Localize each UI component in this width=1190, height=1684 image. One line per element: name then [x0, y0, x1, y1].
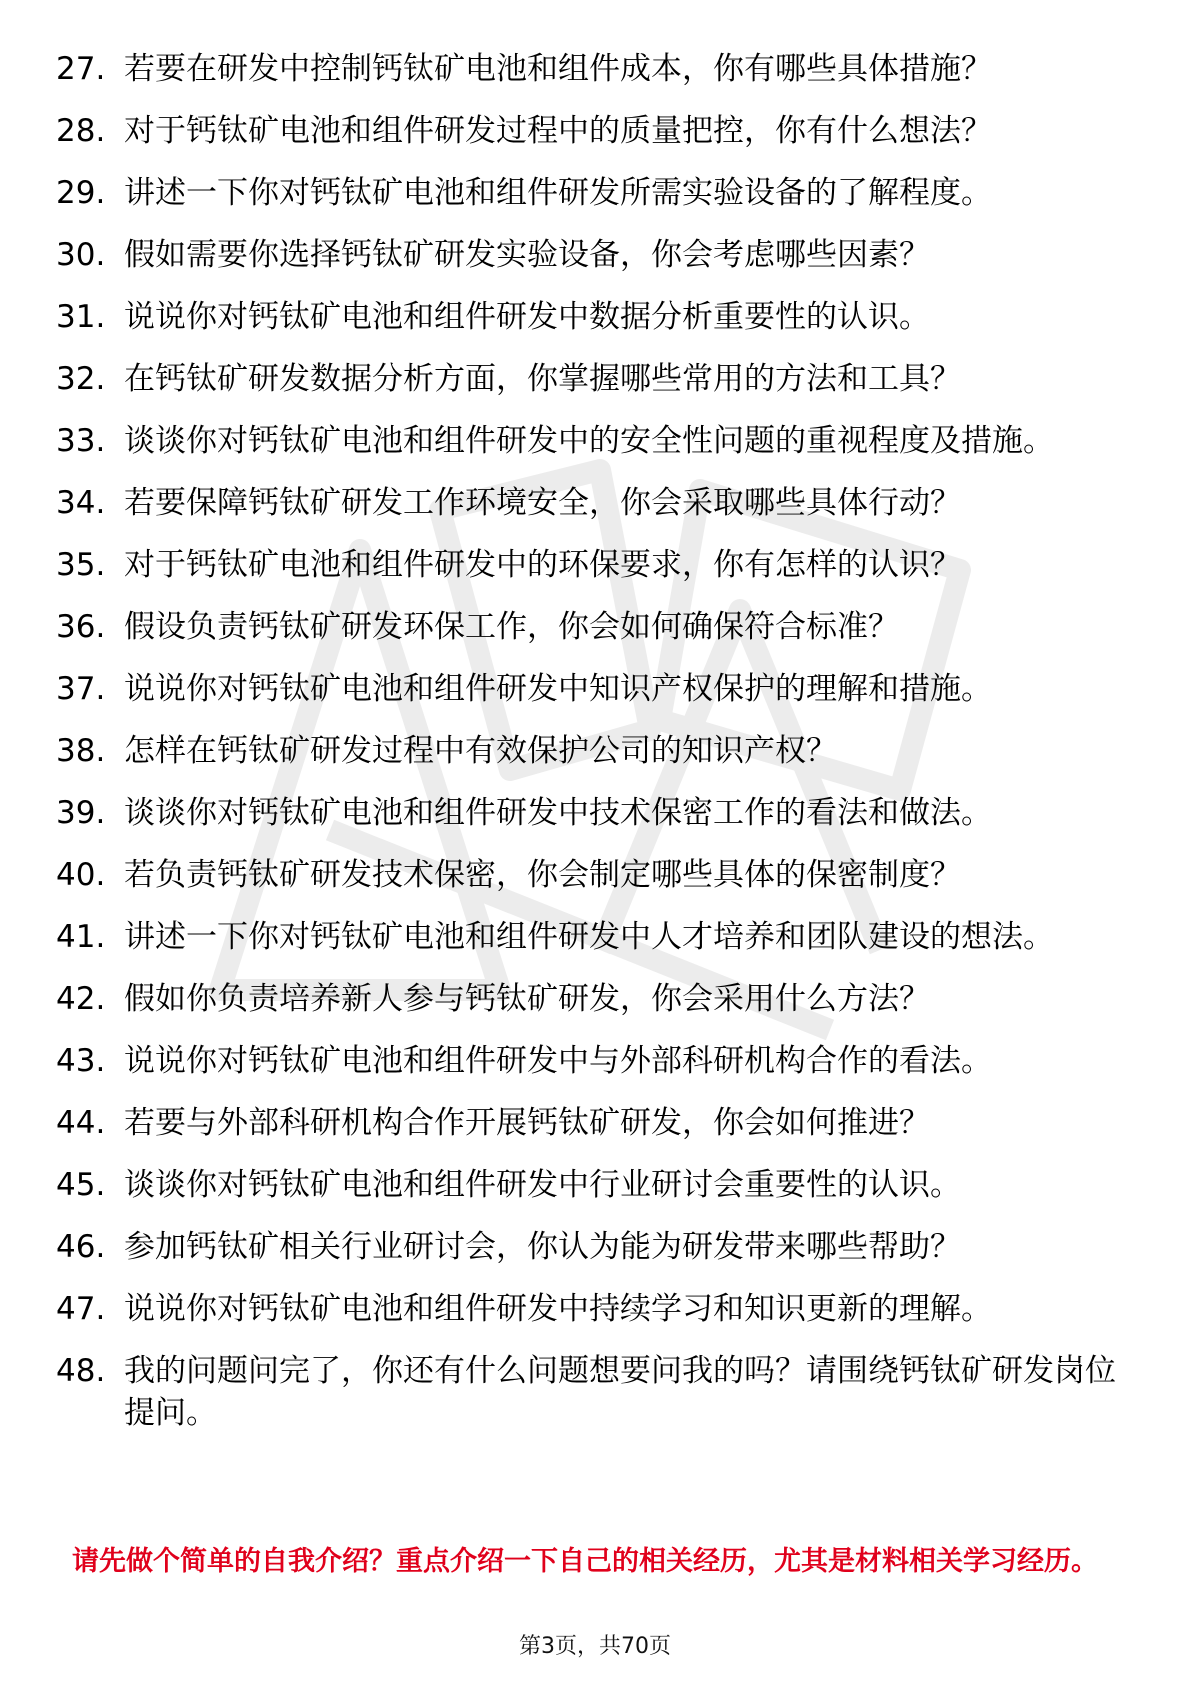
question-text: 我的问题问完了，你还有什么问题想要问我的吗？请围绕钙钛矿研发岗位提问。 — [124, 1353, 1116, 1431]
question-item — [56, 420, 1126, 462]
question-number: 30. — [56, 237, 106, 273]
question-number: 34. — [56, 485, 106, 521]
question-item — [56, 358, 1126, 400]
question-text: 参加钙钛矿相关行业研讨会，你认为能为研发带来哪些帮助？ — [124, 1229, 961, 1265]
question-number: 39. — [56, 795, 106, 831]
question-number: 48. — [56, 1353, 106, 1389]
question-item — [56, 916, 1126, 958]
question-text: 说说你对钙钛矿电池和组件研发中持续学习和知识更新的理解。 — [124, 1291, 992, 1327]
question-number: 29. — [56, 175, 106, 211]
question-text: 谈谈你对钙钛矿电池和组件研发中技术保密工作的看法和做法。 — [124, 795, 992, 831]
question-item — [56, 668, 1126, 710]
question-number: 31. — [56, 299, 106, 335]
question-text: 对于钙钛矿电池和组件研发过程中的质量把控，你有什么想法？ — [124, 113, 992, 149]
question-text: 对于钙钛矿电池和组件研发中的环保要求，你有怎样的认识？ — [124, 547, 961, 583]
question-item — [56, 1102, 1126, 1144]
question-number: 41. — [56, 919, 106, 955]
question-list — [56, 48, 1126, 1454]
question-number: 42. — [56, 981, 106, 1017]
question-text: 怎样在钙钛矿研发过程中有效保护公司的知识产权？ — [124, 733, 837, 769]
question-text: 谈谈你对钙钛矿电池和组件研发中的安全性问题的重视程度及措施。 — [124, 423, 1054, 459]
question-text: 假设负责钙钛矿研发环保工作，你会如何确保符合标准？ — [124, 609, 899, 645]
question-text: 谈谈你对钙钛矿电池和组件研发中行业研讨会重要性的认识。 — [124, 1167, 961, 1203]
question-item — [56, 48, 1126, 90]
question-item — [56, 1226, 1126, 1268]
question-item — [56, 978, 1126, 1020]
question-item — [56, 482, 1126, 524]
question-number: 43. — [56, 1043, 106, 1079]
question-text: 说说你对钙钛矿电池和组件研发中知识产权保护的理解和措施。 — [124, 671, 992, 707]
question-item — [56, 234, 1126, 276]
question-text: 若要在研发中控制钙钛矿电池和组件成本，你有哪些具体措施？ — [124, 51, 992, 87]
question-number: 27. — [56, 51, 106, 87]
question-number: 45. — [56, 1167, 106, 1203]
question-number: 40. — [56, 857, 106, 893]
question-text: 说说你对钙钛矿电池和组件研发中与外部科研机构合作的看法。 — [124, 1043, 992, 1079]
question-item — [56, 606, 1126, 648]
question-item — [56, 1288, 1126, 1330]
question-number: 46. — [56, 1229, 106, 1265]
question-number: 38. — [56, 733, 106, 769]
question-item — [56, 110, 1126, 152]
question-item — [56, 172, 1126, 214]
question-number: 36. — [56, 609, 106, 645]
question-text: 假如需要你选择钙钛矿研发实验设备，你会考虑哪些因素？ — [124, 237, 930, 273]
question-number: 44. — [56, 1105, 106, 1141]
question-number: 33. — [56, 423, 106, 459]
question-text: 假如你负责培养新人参与钙钛矿研发，你会采用什么方法？ — [124, 981, 930, 1017]
question-item — [56, 1164, 1126, 1206]
question-item — [56, 730, 1126, 772]
question-item — [56, 1040, 1126, 1082]
question-text: 若负责钙钛矿研发技术保密，你会制定哪些具体的保密制度？ — [124, 857, 961, 893]
question-number: 37. — [56, 671, 106, 707]
question-number: 35. — [56, 547, 106, 583]
self-introduction-note: 请先做个简单的自我介绍？重点介绍一下自己的相关经历，尤其是材料相关学习经历。 — [72, 1546, 1098, 1577]
question-item — [56, 544, 1126, 586]
question-item — [56, 296, 1126, 338]
question-item — [56, 1350, 1126, 1434]
question-text: 若要保障钙钛矿研发工作环境安全，你会采取哪些具体行动？ — [124, 485, 961, 521]
question-text: 在钙钛矿研发数据分析方面，你掌握哪些常用的方法和工具？ — [124, 361, 961, 397]
question-item — [56, 792, 1126, 834]
question-number: 32. — [56, 361, 106, 397]
question-text: 讲述一下你对钙钛矿电池和组件研发中人才培养和团队建设的想法。 — [124, 919, 1054, 955]
question-number: 47. — [56, 1291, 106, 1327]
page-number: 第3页，共70页 — [519, 1634, 671, 1659]
question-text: 讲述一下你对钙钛矿电池和组件研发所需实验设备的了解程度。 — [124, 175, 992, 211]
question-number: 28. — [56, 113, 106, 149]
question-item — [56, 854, 1126, 896]
question-text: 说说你对钙钛矿电池和组件研发中数据分析重要性的认识。 — [124, 299, 930, 335]
question-text: 若要与外部科研机构合作开展钙钛矿研发，你会如何推进？ — [124, 1105, 930, 1141]
